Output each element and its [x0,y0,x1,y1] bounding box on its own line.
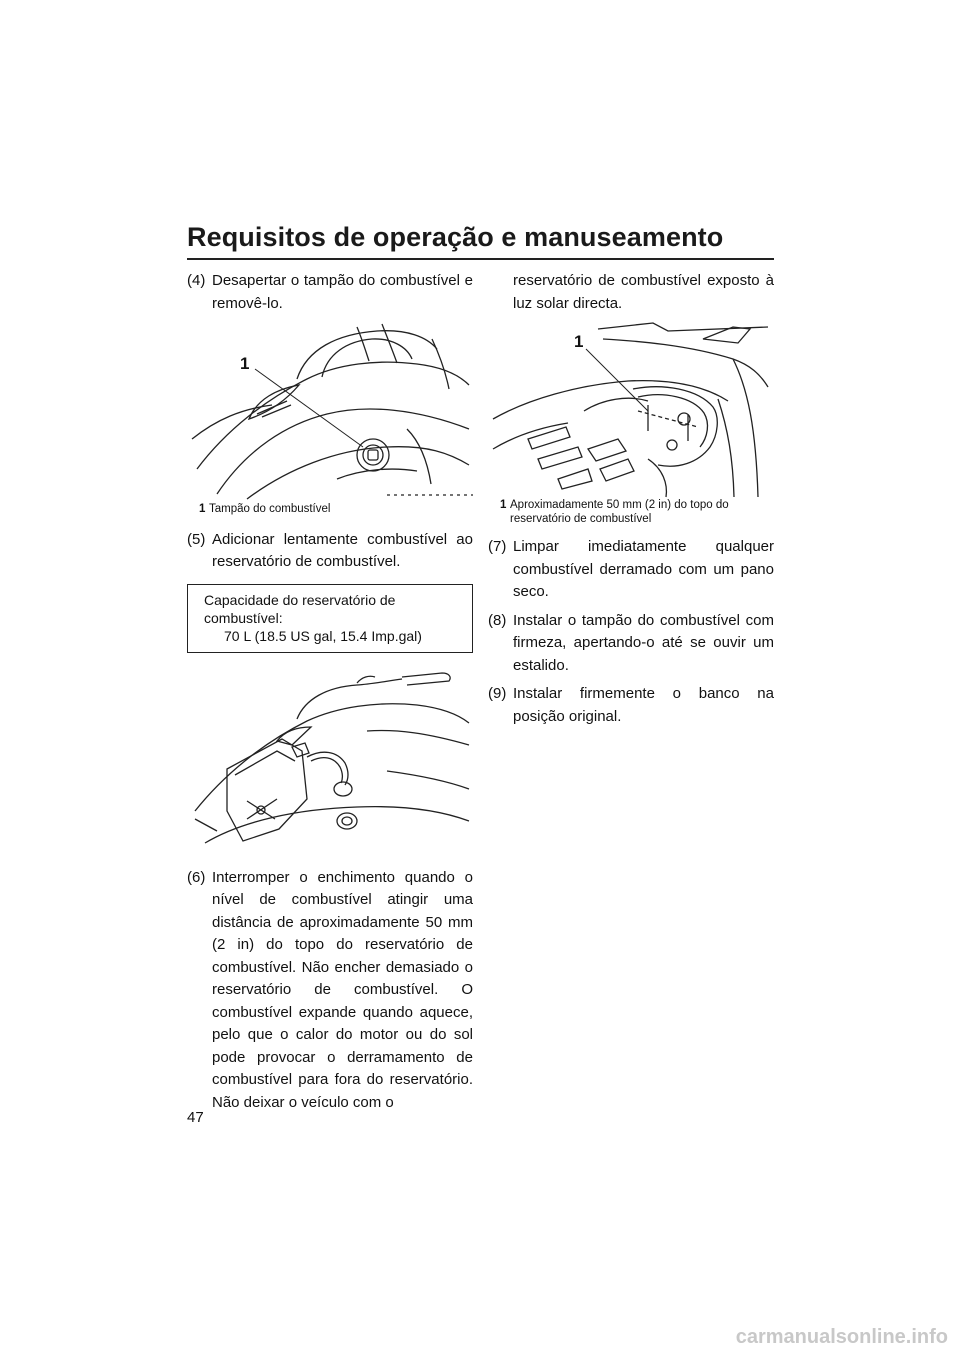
step-6-number: (6) [187,868,206,886]
step-7-number: (7) [488,538,507,555]
step-7 [488,536,774,604]
right-column [488,270,774,728]
page-number: 47 [187,1109,204,1126]
step-5-text: Adicionar lentamente combustível ao reservatório de combustível. [212,530,473,570]
page-header-title: Requisitos de operação e manuseamento [187,222,724,252]
step-6-continued [488,270,774,315]
figure-1-caption-text: Tampão do combustível [209,503,331,515]
figure-3-caption [488,499,774,526]
left-column [187,270,473,1114]
step-4-number: (4) [187,272,206,289]
step-7-text: Limpar imediatamente qualquer combustível derramado com um pano seco. [513,538,774,600]
figure-3-caption-text: Aproximadamente 50 mm (2 in) do topo do reservatório de combustível [510,499,729,525]
step-5 [187,529,473,574]
fuel-capacity-label: Capacidade do reservatório de combustível: [204,591,396,626]
figure-1-caption [187,503,473,517]
step-6-continued-text: reservatório de combustível exposto à luz solar directa. [513,272,774,312]
step-8 [488,610,774,678]
fuel-level-illustration [488,319,774,499]
figure-fuel-level [488,319,774,499]
step-6 [187,867,473,1115]
step-9-text: Instalar firmemente o banco na posição original. [513,685,774,725]
step-8-number: (8) [488,611,507,629]
step-5-number: (5) [187,530,206,548]
fuel-capacity-value: 70 L (18.5 US gal, 15.4 Imp.gal) [224,627,422,644]
watermark: carmanualsonline.info [735,1326,948,1348]
figure-refuelling [187,671,473,853]
figure-1-caption-number: 1 [199,503,206,515]
header-rule [187,258,774,260]
step-6-text: Interromper o enchimento quando o nível de combustível atingir uma distância de aproximadamente 50 mm (2 in) do topo do reservatório de combustível. Não encher demasiado o reservatório de combustível. O combustível expande quando aquece, pelo que o calor do motor ou do sol pode provocar o derramamento de combustível para fora do reservatório. Não deixar o veículo com o [212,868,473,1111]
step-9-number: (9) [488,685,507,702]
figure-fuel-cap [187,319,473,503]
fuel-capacity-spec-box [187,584,473,653]
figure-3-caption-number: 1 [500,499,507,511]
refuelling-illustration [187,671,473,853]
step-4 [187,270,473,315]
step-8-text: Instalar o tampão do combustível com firmeza, apertando-o até se ouvir um estalido. [513,611,774,674]
step-4-text: Desapertar o tampão do combustível e removê-lo. [212,272,473,312]
figure-1-callout: 1 [240,354,250,373]
figure-3-callout: 1 [574,332,584,351]
fuel-cap-illustration [187,319,473,503]
step-9 [488,683,774,728]
